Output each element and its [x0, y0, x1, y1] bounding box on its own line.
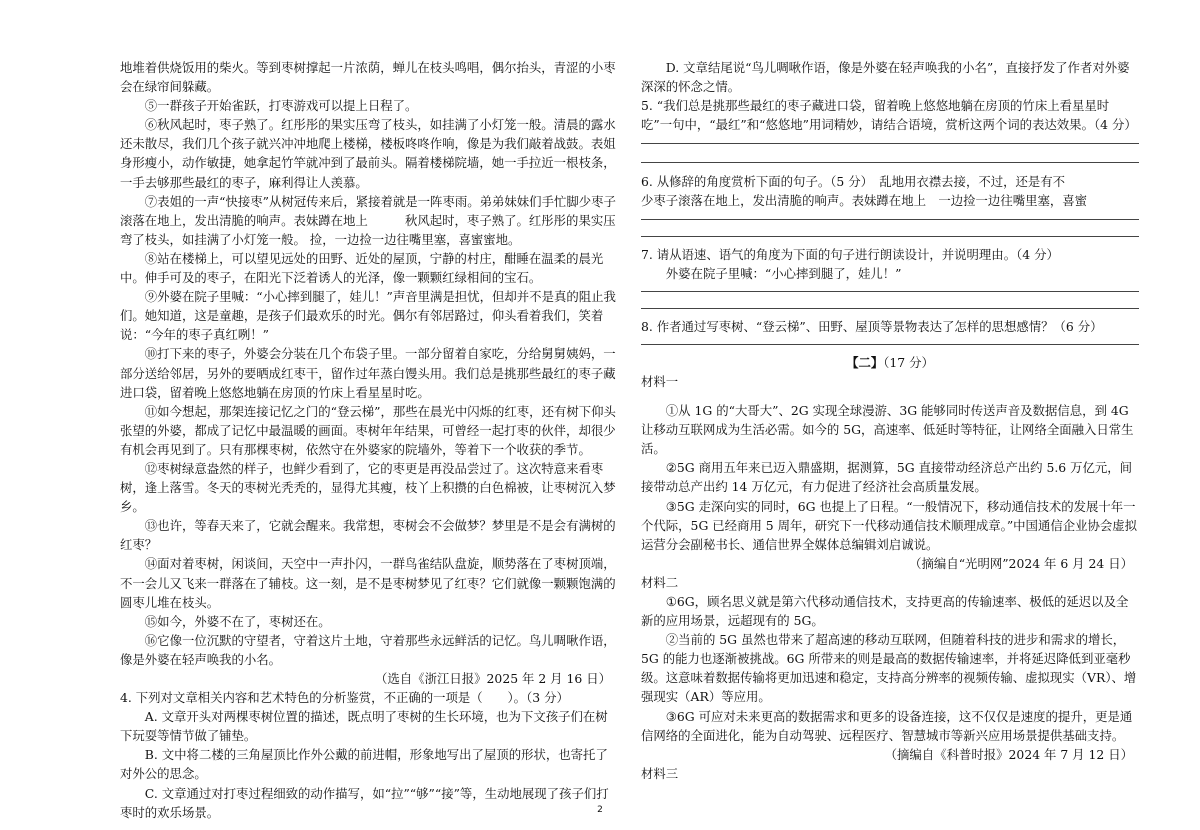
question-7: 7. 请从语速、语气的角度为下面的句子进行朗读设计，并说明理由。（4 分） — [641, 246, 1059, 262]
paragraph-15: ⑮如今，外婆不在了，枣树还在。 — [144, 613, 331, 629]
paragraph-7: ⑦表姐的一声“快接枣”从树冠传来后，紧接着就是一阵枣雨。弟弟妹妹们手忙脚少枣子滚落在地上，发出清脆的响声。表妹蹲在地上 秋风起时，枣子熟了。红彤彤的果实压弯了枝头，如挂满了小灯笼一般。 捡，一边捡一边往嘴里塞，喜蜜蜜地。 — [120, 193, 616, 247]
material-1-paragraph: ③5G 走深向实的同时，6G 也提上了日程。“一般情况下，移动通信技术的发展十年一个代际，5G 已经商用 5 周年，研究下一代移动通信技术顺理成章。”中国通信企业协会虚拟运营分会副秘书长、通信世界全媒体总编辑刘启诚说。 — [641, 498, 1138, 552]
material-2-paragraph: ②当前的 5G 虽然也带来了超高速的移动互联网，但随着科技的进步和需求的增长，5G 的能力也逐渐被挑战。6G 所带来的则是最高的数据传输速率，并将延迟降低到亚毫秒级。这意味着数据传输将更加迅速和稳定，支持高分辨率的视频传输、虚拟现实（VR）、增强现实（AR）等应用。 — [641, 632, 1137, 705]
right-column — [641, 58, 1139, 783]
paragraph-12: ⑫枣树绿意盎然的样子，也鲜少看到了，它的枣更是再没品尝过了。这次特意来看枣树，逢上落雪。冬天的枣树光秃秃的，显得尤其瘦，枝丫上积攒的白色棉被，让枣树沉入梦乡。 — [120, 460, 616, 515]
paragraph-5: ⑤一群孩子开始雀跃，打枣游戏可以提上日程了。 — [144, 98, 418, 114]
spacer — [641, 391, 1139, 401]
material-3-label: 材料三 — [641, 765, 679, 781]
paragraph-14: ⑭面对着枣树，闲谈间，天空中一声扑闪，一群鸟雀结队盘旋，顺势落在了枣树顶端，不一会儿又飞来一群落在了辅枝。这一刻，是不是枣树梦见了红枣？它们就像一颗颗饱满的圆枣儿堆在枝头。 — [120, 556, 616, 610]
paragraph-cont: 地堆着供烧饭用的柴火。等到枣树撑起一片浓荫，蝉儿在枝头鸣唱，偶尔抬头，青涩的小枣会在绿帘间躲藏。 — [120, 60, 616, 95]
paragraph-9: ⑨外婆在院子里喊：“小心摔到腿了，娃儿！”声音里满是担忧，但却并不是真的阻止我们。她知道，这是童趣，是孩子们最欢乐的时光。偶尔有邻居路过，仰头看着我们，笑着说：“今年的枣子真红咧！” — [120, 289, 616, 343]
answer-line — [641, 134, 1139, 144]
material-2-source: （摘编自《科普时报》2024 年 7 月 12 日） — [884, 746, 1133, 762]
option-c: C. 文章通过对打枣过程细致的动作描写，如“拉”“够”“接”等，生动地展现了孩子们打枣时的欢乐场景。 — [120, 785, 609, 820]
paragraph-8: ⑧站在楼梯上，可以望见远处的田野、近处的屋顶，宁静的村庄，酣睡在温柔的晨光中。伸手可及的枣子，在阳光下泛着诱人的光泽，像一颗颗红绿相间的宝石。 — [120, 250, 604, 286]
question-6-line2: 少枣子滚落在地上，发出清脆的响声。表妹蹲在地上 一边捡一边往嘴里塞，喜蜜 — [641, 193, 1088, 209]
paragraph-10: ⑩打下来的枣子，外婆会分装在几个布袋子里。一部分留着自家吃，分给舅舅姨妈，一部分送给邻居，另外的要晒成红枣干，留作过年蒸白馒头用。我们总是挑那些最红的枣子藏进口袋，留着晚上悠悠地躺在房顶的竹床上看星星时吃。 — [120, 346, 616, 400]
page-number: 2 — [597, 805, 603, 815]
section-title: 【二】 — [846, 354, 884, 370]
option-b: B. 文中将二楼的三角屋顶比作外公戴的前进帽，形象地写出了屋顶的形状，也寄托了对外公的思念。 — [120, 747, 608, 782]
paragraph-13: ⑬也许，等春天来了，它就会醒来。我常想，枣树会不会做梦？梦里是不是会有满树的红枣？ — [120, 518, 616, 553]
question-5: 5. “我们总是挑那些最红的枣子藏进口袋，留着晚上悠悠地躺在房顶的竹床上看星星时吃”一句中，“最红”和“悠悠地”用词精妙，请结合语境，赏析这两个词的表达效果。（4 分） — [641, 98, 1137, 133]
question-6: 6. 从修辞的角度赏析下面的句子。（5 分） 乱地用衣襟去接，不过，还是有不 — [641, 174, 1066, 190]
article-source: （选自《浙江日报》2025 年 2 月 16 日） — [375, 671, 611, 686]
section-score: （17 分） — [883, 354, 934, 370]
option-d: D. 文章结尾说“鸟儿啁啾作语，像是外婆在轻声唤我的小名”，直接抒发了作者对外婆深深的怀念之情。 — [641, 60, 1130, 95]
material-1-paragraph: ①从 1G 的“大哥大”、2G 实现全球漫游、3G 能够同时传送声音及数据信息，到 4G 让移动互联网成为生活必需。如今的 5G，高速率、低延时等特征，让网络全面融入日常生活。 — [641, 403, 1134, 457]
material-2-label: 材料二 — [641, 574, 679, 590]
paragraph-16: ⑯它像一位沉默的守望者，守着这片土地，守着那些永远鲜活的记忆。鸟儿啁啾作语，像是外婆在轻声唤我的小名。 — [120, 632, 616, 667]
question-4: 4. 下列对文章相关内容和艺术特色的分析鉴赏，不正确的一项是（ ）。（3 分） — [120, 690, 569, 706]
paragraph-6: ⑥秋风起时，枣子熟了。红彤彤的果实压弯了枝头，如挂满了小灯笼一般。清晨的露水还未散尽，我们几个孩子就兴冲冲地爬上楼梯，楼板咚咚作响，像是为我们敲着战鼓。表姐身形瘦小，动作敏捷，她拿起竹竿就冲到了最前头。隔着楼梯院墙，她一手拉近一根枝条，一手去够那些最红的枣子，麻利得让人羡慕。 — [120, 117, 616, 190]
section-heading — [641, 353, 1139, 372]
material-2-paragraph: ①6G，顾名思义就是第六代移动通信技术，支持更高的传输速率、极低的延迟以及全新的应用场景，远超现有的 5G。 — [641, 593, 1129, 629]
material-2-paragraph: ③6G 可应对未来更高的数据需求和更多的设备连接，这不仅仅是速度的提升，更是通信网络的全面进化，能为自动驾驶、远程医疗、智慧城市等新兴应用场景提供基础支持。 — [641, 708, 1133, 743]
answer-line — [641, 336, 1139, 345]
material-1-source: （摘编自“光明网”2024 年 6 月 24 日） — [909, 555, 1133, 571]
material-1-label: 材料一 — [641, 373, 679, 389]
answer-line — [641, 211, 1139, 220]
question-7-quote: 外婆在院子里喊：“小心摔到腿了，娃儿！” — [665, 265, 902, 281]
left-column — [120, 58, 617, 822]
material-1-paragraph: ②5G 商用五年来已迈入鼎盛期，据测算，5G 直接带动经济总产出约 5.6 万亿元，间接带动总产出约 14 万亿元，有力促进了经济社会高质量发展。 — [641, 460, 1133, 495]
answer-line — [641, 153, 1139, 163]
option-a: A. 文章开头对两棵枣树位置的描述，既点明了枣树的生长环境，也为下文孩子们在树下玩耍等情节做了铺垫。 — [120, 709, 608, 744]
answer-line — [641, 283, 1139, 292]
question-8: 8. 作者通过写枣树、“登云梯”、田野、屋顶等景物表达了怎样的思想感情？（6 分） — [641, 318, 1103, 334]
paragraph-11: ⑪如今想起，那架连接记忆之门的“登云梯”，那些在晨光中闪烁的红枣，还有树下仰头张望的外婆，都成了记忆中最温暖的画面。枣树年年结果，可曾经一起打枣的伙伴，却很少有机会再见到了。只有那棵枣树，依然守在外婆家的院墙外，等着下一个收获的季节。 — [120, 403, 616, 457]
answer-line — [641, 228, 1139, 237]
answer-line — [641, 300, 1139, 309]
